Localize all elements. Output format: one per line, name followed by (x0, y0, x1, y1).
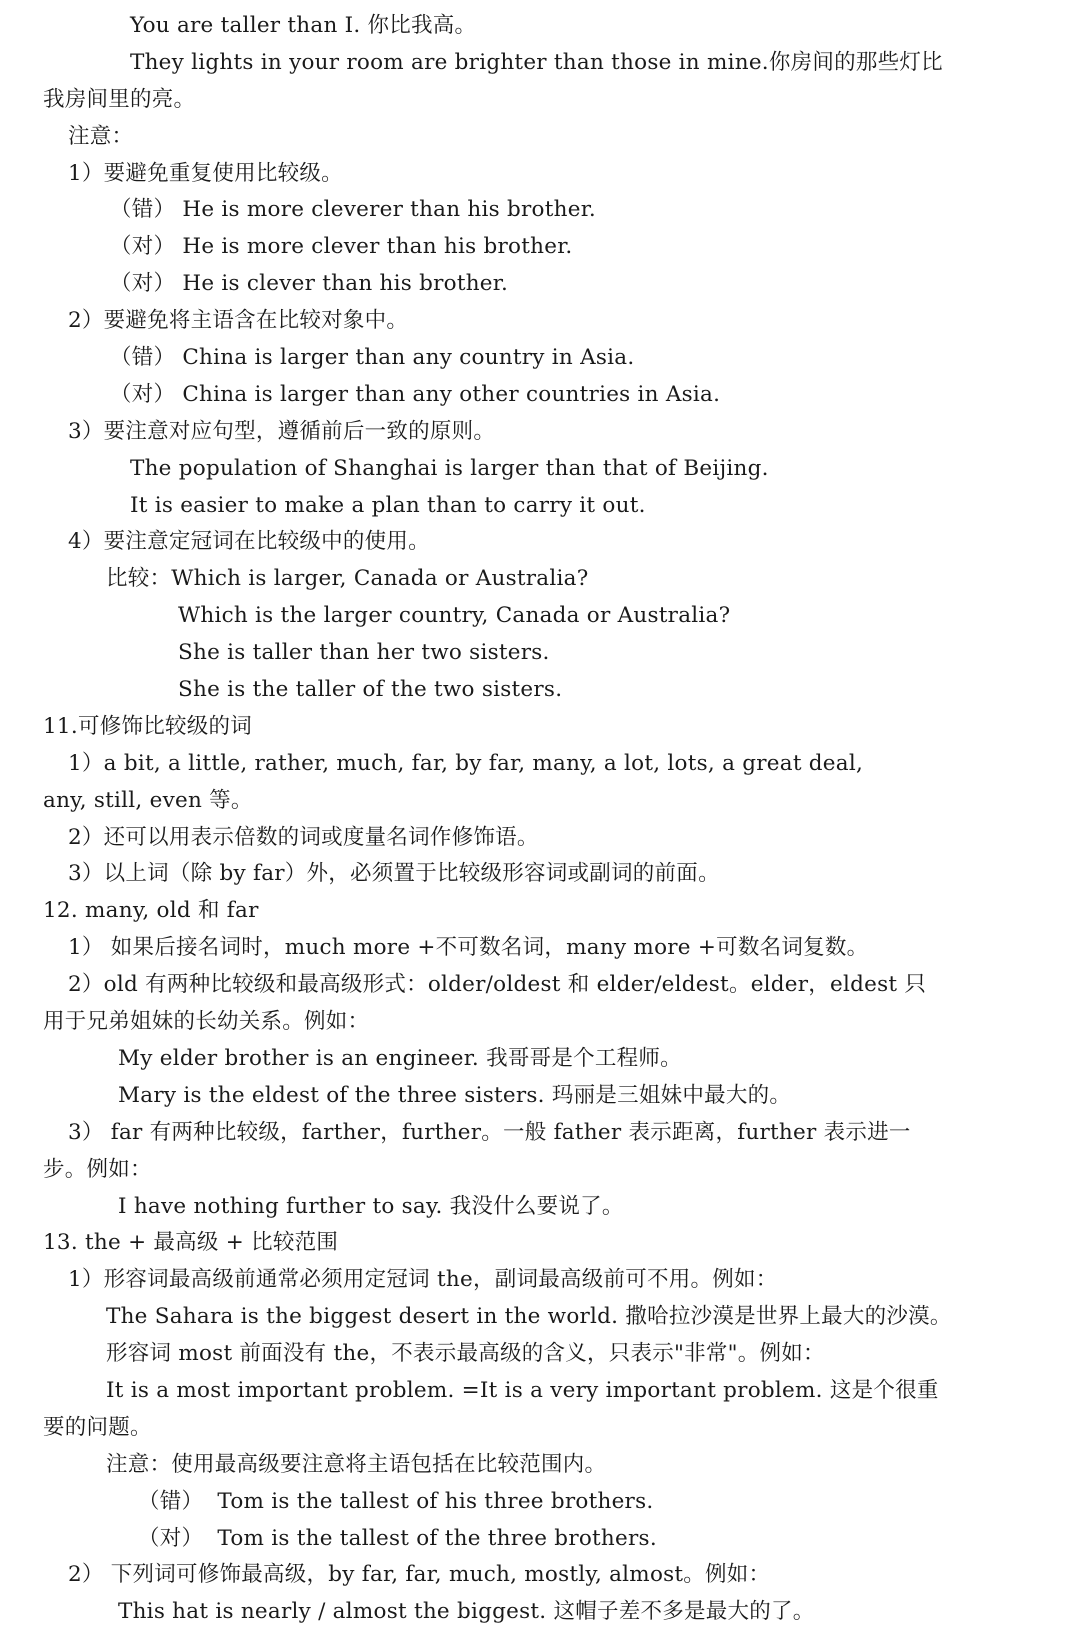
text-line: 注意：使用最高级要注意将主语包括在比较范围内。 (106, 1451, 607, 1477)
text-line: 2）还可以用表示倍数的词或度量名词作修饰语。 (68, 824, 539, 850)
text-line: （对） He is clever than his brother. (110, 271, 509, 297)
text-line: （对） China is larger than any other countries in Asia. (110, 381, 721, 407)
text-line: 形容词 most 前面没有 the，不表示最高级的含义，只表示"非常"。例如： (106, 1341, 825, 1367)
document-page (0, 8, 1080, 1631)
text-line: Which is the larger country, Canada or Australia? (178, 603, 731, 629)
text-line: （错） He is more cleverer than his brother. (110, 197, 596, 223)
text-line: 1）要避免重复使用比较级。 (68, 160, 343, 186)
text-line: The population of Shanghai is larger than that of Beijing. (130, 455, 769, 481)
text-line: （错） Tom is the tallest of his three brothers. (138, 1488, 654, 1514)
text-line: It is easier to make a plan than to carry it out. (130, 492, 646, 518)
text-line: 1）a bit, a little, rather, much, far, by far, many, a lot, lots, a great deal, (68, 750, 864, 776)
text-line: 2）要避免将主语含在比较对象中。 (68, 308, 409, 334)
text-line: She is taller than her two sisters. (178, 640, 550, 666)
text-line: The Sahara is the biggest desert in the world. 撒哈拉沙漠是世界上最大的沙漠。 (106, 1304, 952, 1330)
text-line: 2） 下列词可修饰最高级，by far, far, much, mostly, almost。例如： (68, 1562, 771, 1588)
text-line: 13. the + 最高级 + 比较范围 (43, 1230, 339, 1256)
text-line: （对） Tom is the tallest of the three brothers. (138, 1525, 657, 1551)
text-line: 要的问题。 (43, 1414, 152, 1440)
text-line: 3）以上词（除 by far）外，必须置于比较级形容词或副词的前面。 (68, 861, 720, 887)
text-line: （错） China is larger than any country in Asia. (110, 345, 635, 371)
text-line: 2）old 有两种比较级和最高级形式：older/oldest 和 elder/eldest。elder，eldest 只 (68, 972, 927, 998)
text-line: 比较：Which is larger, Canada or Australia? (106, 566, 589, 592)
text-line: 3） far 有两种比较级，farther，further。一般 father 表示距离，further 表示进一 (68, 1119, 911, 1145)
text-line: 注意： (68, 123, 134, 149)
text-line: 12. many, old 和 far (43, 898, 259, 924)
text-line: 步。例如： (43, 1156, 152, 1182)
text-line: She is the taller of the two sisters. (178, 677, 563, 703)
text-line: My elder brother is an engineer. 我哥哥是个工程师。 (118, 1045, 682, 1071)
text-line: （对） He is more clever than his brother. (110, 234, 573, 260)
text-line: Mary is the eldest of the three sisters. 玛丽是三姐妹中最大的。 (118, 1082, 792, 1108)
text-line: 用于兄弟姐妹的长幼关系。例如： (43, 1009, 370, 1035)
text-line: any, still, even 等。 (43, 787, 253, 813)
text-line: You are taller than I. 你比我高。 (130, 13, 477, 38)
text-line: This hat is nearly / almost the biggest. 这帽子差不多是最大的了。 (118, 1599, 815, 1625)
text-line: 我房间里的亮。 (43, 86, 196, 112)
text-line: It is a most important problem. =It is a very important problem. 这是个很重 (106, 1377, 939, 1403)
text-line: 4）要注意定冠词在比较级中的使用。 (68, 529, 430, 555)
text-line: I have nothing further to say. 我没什么要说了。 (118, 1193, 624, 1219)
text-line: 3）要注意对应句型，遵循前后一致的原则。 (68, 418, 496, 444)
text-line: They lights in your room are brighter than those in mine.你房间的那些灯比 (130, 49, 943, 75)
text-line: 11.可修饰比较级的词 (43, 713, 252, 739)
text-line: 1） 如果后接名词时，much more +不可数名词，many more +可数名词复数。 (68, 935, 869, 961)
text-line: 1）形容词最高级前通常必须用定冠词 the，副词最高级前可不用。例如： (68, 1267, 778, 1293)
